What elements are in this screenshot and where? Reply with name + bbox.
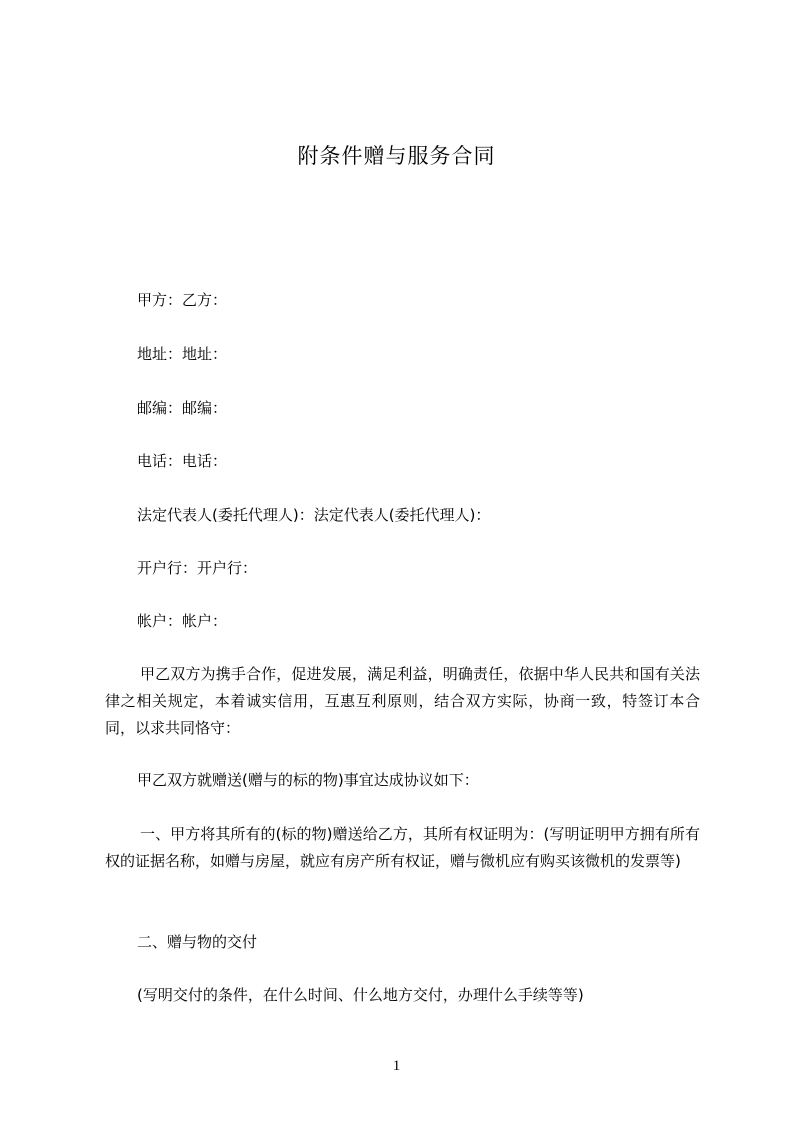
intro-paragraph: 甲乙双方为携手合作，促进发展，满足利益，明确责任，依据中华人民共和国有关法律之相关规定，本着诚实信用，互惠互利原则，结合双方实际，协商一致，特签订本合同，以求共同恪守： [105, 665, 700, 737]
account-line: 帐户：帐户： [137, 612, 228, 630]
phone-line: 电话：电话： [137, 452, 228, 470]
bank-line: 开户行：开户行： [137, 559, 258, 577]
postcode-line: 邮编：邮编： [137, 399, 228, 417]
clause-2-heading: 二、赠与物的交付 [137, 933, 258, 951]
address-line: 地址：地址： [137, 345, 228, 363]
document-title: 附条件赠与服务合同 [297, 144, 496, 168]
page-number: 1 [392, 1058, 401, 1074]
clause-2-note: (写明交付的条件，在什么时间、什么地方交付，办理什么手续等等) [137, 986, 584, 1004]
agreement-line: 甲乙双方就赠送(赠与的标的物)事宜达成协议如下： [137, 771, 479, 789]
party-name-line: 甲方：乙方： [137, 291, 228, 309]
clause-1: 一、甲方将其所有的(标的物)赠送给乙方，其所有权证明为：(写明证明甲方拥有所有权的证据名称，如赠与房屋，就应有房产所有权证，赠与微机应有购买该微机的发票等) [105, 825, 700, 870]
legal-representative-line: 法定代表人(委托代理人)：法定代表人(委托代理人)： [137, 506, 491, 524]
